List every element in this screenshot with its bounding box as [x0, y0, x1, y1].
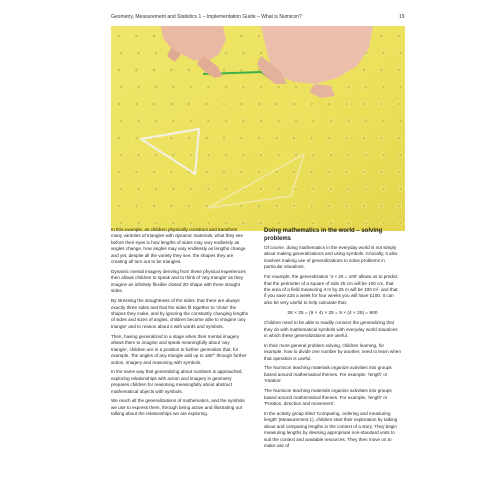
geoboard-peg [187, 102, 191, 106]
geoboard-peg [397, 204, 401, 208]
geoboard-peg [379, 68, 383, 72]
geoboard-peg [206, 187, 210, 191]
body-paragraph: Dynamic mental imagery deriving from these physical experiences then allows children to speak and to think of 'any triangle' as they imagine an infinitely flexible closed 2D shape with three straight sides. [111, 269, 246, 294]
geoboard-peg [259, 153, 263, 157]
geoboard-peg [379, 204, 383, 208]
geoboard-peg [274, 136, 278, 140]
geoboard-peg [397, 68, 401, 72]
geoboard-peg [362, 102, 366, 106]
geoboard-peg [276, 85, 280, 89]
geoboard-peg [222, 102, 226, 106]
geoboard-peg [399, 221, 403, 225]
geoboard-photo [111, 26, 405, 231]
geoboard-peg [276, 119, 280, 123]
geoboard-peg [169, 68, 173, 72]
geoboard-peg [381, 85, 385, 89]
geoboard-peg [292, 204, 296, 208]
geoboard-peg [311, 153, 315, 157]
geoboard-peg [171, 153, 175, 157]
geoboard-peg [136, 221, 140, 225]
geoboard-peg [399, 119, 403, 123]
geoboard-peg [241, 85, 245, 89]
geoboard-peg [327, 204, 331, 208]
geoboard-peg [239, 204, 243, 208]
geoboard-peg [241, 221, 245, 225]
geoboard-peg [119, 153, 123, 157]
geoboard-peg [259, 187, 263, 191]
geoboard-peg [327, 136, 331, 140]
geoboard-peg [117, 204, 121, 208]
geoboard-peg [224, 85, 228, 89]
geoboard-peg [189, 153, 193, 157]
body-paragraph: In this example, as children physically construct and transform many varieties of triangles with dynamic materials, what they see before their eyes is how lengths of sides may vary endlessly as angles change, how angles may vary endlessly as lengths change and yet, despite all the variety they see, the shapes they are creating all turn out to be triangles. [111, 227, 246, 265]
geoboard-peg [259, 85, 263, 89]
geoboard-peg [399, 153, 403, 157]
geoboard-peg [136, 119, 140, 123]
geoboard-peg [379, 102, 383, 106]
geoboard-peg [241, 51, 245, 55]
geoboard-peg [206, 221, 210, 225]
geoboard-peg [136, 85, 140, 89]
geoboard-peg [204, 136, 208, 140]
body-paragraph: By stressing the straightness of the sides, that there are always exactly three sides and that the sides fit together to 'close' the shapes they make, and by ignoring the constantly changing lengths of sides and sizes of angles, children become able to imagine 'any triangle' and to reason about it with words and symbols. [111, 298, 248, 329]
geoboard-peg [329, 119, 333, 123]
geoboard-peg [381, 51, 385, 55]
geoboard-peg [344, 204, 348, 208]
geoboard-peg [364, 119, 368, 123]
geoboard-peg [154, 119, 158, 123]
geoboard-peg [169, 204, 173, 208]
geoboard-peg [222, 68, 226, 72]
geoboard-peg [362, 136, 366, 140]
geoboard-peg [206, 119, 210, 123]
geoboard-peg [136, 187, 140, 191]
geoboard-peg [364, 85, 368, 89]
geoboard-peg [362, 68, 366, 72]
geoboard-peg [274, 102, 278, 106]
geoboard-peg [222, 136, 226, 140]
geoboard-peg [171, 221, 175, 225]
geoboard-peg [136, 153, 140, 157]
geoboard-peg [239, 136, 243, 140]
body-paragraph: Then, having generalized to a stage when their mental imagery allows them to imagine and speak meaningfully about 'any triangle', children are in a position to further generalize that, for example, 'the angles of any triangle add up to 180°' through further action, imagery and reasoning with symbols. [111, 333, 247, 365]
geoboard-peg [364, 153, 368, 157]
left-column [111, 227, 248, 421]
geoboard-peg [119, 221, 123, 225]
geoboard-peg [189, 221, 193, 225]
geoboard-peg [294, 85, 298, 89]
geoboard-peg [399, 85, 403, 89]
geoboard-peg [346, 221, 350, 225]
geoboard-peg [187, 136, 191, 140]
geoboard-peg [344, 102, 348, 106]
geoboard-peg [134, 136, 138, 140]
geoboard-peg [257, 170, 261, 174]
geoboard-peg [134, 68, 138, 72]
geoboard-peg [222, 170, 226, 174]
geoboard-peg [189, 119, 193, 123]
geoboard-peg [206, 153, 210, 157]
geoboard-peg [311, 119, 315, 123]
geoboard-peg [224, 187, 228, 191]
geoboard-peg [257, 34, 261, 38]
geoboard-peg [257, 136, 261, 140]
geoboard-peg [399, 187, 403, 191]
geoboard-peg [329, 187, 333, 191]
geoboard-peg [224, 153, 228, 157]
geoboard-peg [134, 170, 138, 174]
geoboard-illustration [111, 26, 405, 231]
equation: 36 × 25 = (9 × 4) × 25 = 9 × (4 × 25) = 900 [287, 310, 378, 316]
section-heading: Doing mathematics in the world – solving problems [264, 228, 383, 242]
geoboard-peg [362, 170, 366, 174]
geoboard-peg [136, 51, 140, 55]
geoboard-peg [294, 221, 298, 225]
geoboard-peg [397, 34, 401, 38]
geoboard-peg [239, 102, 243, 106]
geoboard-peg [171, 119, 175, 123]
geoboard-peg [309, 204, 313, 208]
geoboard-peg [311, 221, 315, 225]
geoboard-peg [152, 170, 156, 174]
body-paragraph: We reach all the generalizations of mathematics, and the symbols we use to express them, through being active and illustrating our talking about the relationships we are exploring. [111, 398, 245, 417]
geoboard-peg [259, 51, 263, 55]
geoboard-peg [189, 187, 193, 191]
body-paragraph: In their more general problem solving, children learning, for example, how to divide one number by another, need to learn when that operation is useful. [264, 342, 401, 361]
geoboard-peg [259, 221, 263, 225]
geoboard-peg [346, 153, 350, 157]
geoboard-peg [344, 136, 348, 140]
geoboard-peg [239, 34, 243, 38]
geoboard-peg [154, 51, 158, 55]
geoboard-peg [187, 204, 191, 208]
geoboard-peg [327, 170, 331, 174]
geoboard-peg [292, 102, 296, 106]
geoboard-peg [364, 187, 368, 191]
right-column [264, 227, 401, 453]
geoboard-peg [362, 204, 366, 208]
geoboard-peg [292, 170, 296, 174]
geoboard-peg [379, 170, 383, 174]
geoboard-peg [171, 187, 175, 191]
geoboard-peg [309, 136, 313, 140]
geoboard-peg [364, 221, 368, 225]
geoboard-peg [117, 170, 121, 174]
geoboard-peg [224, 51, 228, 55]
geoboard-peg [397, 102, 401, 106]
geoboard-peg [134, 34, 138, 38]
geoboard-peg [134, 204, 138, 208]
geoboard-peg [259, 119, 263, 123]
geoboard-peg [329, 221, 333, 225]
geoboard-peg [292, 136, 296, 140]
geoboard-peg [169, 170, 173, 174]
geoboard-peg [117, 136, 121, 140]
geoboard-peg [204, 102, 208, 106]
geoboard-peg [134, 102, 138, 106]
geoboard-peg [239, 68, 243, 72]
geoboard-peg [346, 119, 350, 123]
geoboard-peg [294, 119, 298, 123]
body-paragraph: In the same way that generalizing about numbers is approached, exploring relationships with action and imagery in geometry prepares children for reasoning meaningfully about abstract mathematical objects with symbols. [111, 369, 243, 394]
geoboard-peg [381, 119, 385, 123]
geoboard-peg [224, 119, 228, 123]
geoboard-peg [117, 68, 121, 72]
body-paragraph: Of course, doing mathematics in the everyday world is not simply about making generalizations and using symbols. Crucially, it also involves making use of generalizations to solve problems in particular situations. [264, 245, 398, 270]
geoboard-peg [119, 51, 123, 55]
geoboard-peg [241, 119, 245, 123]
geoboard-peg [309, 170, 313, 174]
geoboard-peg [187, 68, 191, 72]
geoboard-peg [206, 85, 210, 89]
geoboard-peg [397, 170, 401, 174]
body-paragraph: For example, the generalization '4 × 25 = 100' allows us to predict that the perimeter of a square of side 25 cm will be 100 cm, that the area of a field measuring 4 m by 25 m will be 100 m², and that if you save £25 a week for four weeks you will have £100. It can also be very useful to help calculate that: [264, 274, 398, 305]
geoboard-peg [154, 221, 158, 225]
geoboard-peg [399, 51, 403, 55]
page-number: 19 [399, 14, 405, 20]
geoboard-peg [344, 170, 348, 174]
geoboard-peg [381, 153, 385, 157]
geoboard-peg [152, 34, 156, 38]
geoboard-peg [204, 170, 208, 174]
geoboard-peg [171, 85, 175, 89]
geoboard-peg [309, 102, 313, 106]
geoboard-peg [294, 153, 298, 157]
geoboard-peg [379, 136, 383, 140]
geoboard-peg [119, 119, 123, 123]
geoboard-peg [169, 136, 173, 140]
geoboard-peg [169, 102, 173, 106]
geoboard-peg [152, 102, 156, 106]
geoboard-peg [119, 85, 123, 89]
geoboard-peg [346, 187, 350, 191]
body-paragraph: The Numicon teaching materials organize activities into groups based around mathematical themes. For example, 'length' or 'rotation'. [264, 365, 392, 384]
geoboard-peg [346, 85, 350, 89]
geoboard-peg [117, 102, 121, 106]
geoboard-peg [154, 85, 158, 89]
body-paragraph: In the activity group titled 'Comparing, ordering and measuring length' (Measurement 1), children start their exploration by talking about and comparing lengths in the context of a story. They begin measuring lengths by devising appropriate non-standard units to suit the context and available resources. They then move on to make use of [264, 410, 398, 449]
geoboard-peg [152, 204, 156, 208]
geoboard-peg [276, 221, 280, 225]
geoboard-peg [311, 187, 315, 191]
geoboard-peg [189, 85, 193, 89]
geoboard-peg [276, 153, 280, 157]
geoboard-peg [329, 153, 333, 157]
geoboard-peg [276, 187, 280, 191]
geoboard-peg [379, 34, 383, 38]
geoboard-peg [274, 204, 278, 208]
geoboard-peg [117, 34, 121, 38]
geoboard-peg [397, 136, 401, 140]
geoboard-peg [154, 187, 158, 191]
geoboard-peg [119, 187, 123, 191]
geoboard-peg [152, 68, 156, 72]
geoboard-peg [381, 187, 385, 191]
geoboard-peg [381, 221, 385, 225]
body-paragraph: The Numicon teaching materials organize activities into groups based around mathematical themes. For example, 'length' or 'Position, direction and movement'. [264, 388, 392, 407]
geoboard-peg [257, 204, 261, 208]
geoboard-peg [257, 102, 261, 106]
geoboard-peg [154, 153, 158, 157]
geoboard-peg [241, 153, 245, 157]
body-paragraph: Children need to be able to readily connect the generalizing that they do with mathematical symbols with everyday world situations in which these generalizations are useful. [264, 320, 398, 339]
geoboard-peg [224, 221, 228, 225]
geoboard-peg [239, 170, 243, 174]
running-header: Geometry, Measurement and Statistics 1 – Implementation Guide – What is Numicon? [111, 14, 302, 20]
geoboard-peg [327, 102, 331, 106]
